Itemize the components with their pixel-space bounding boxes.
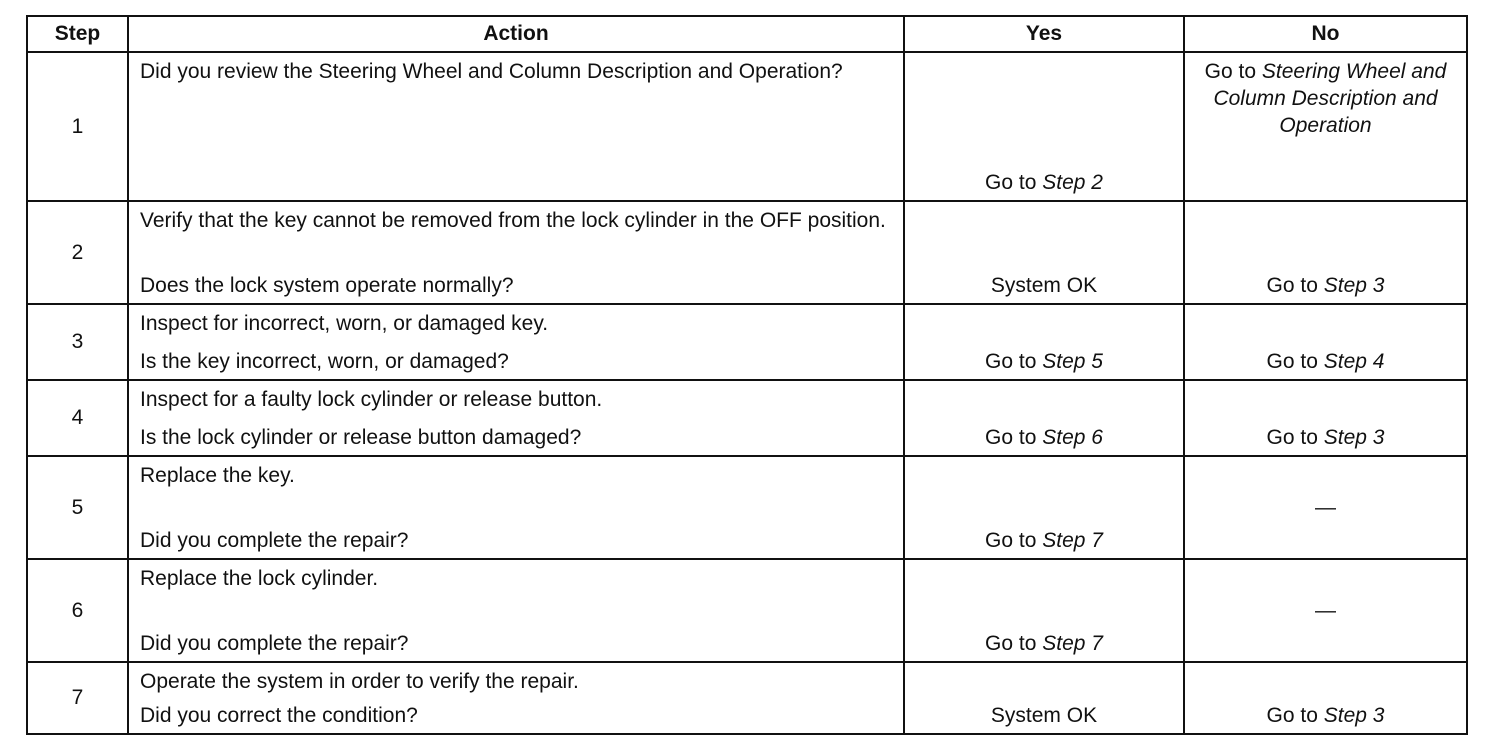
yes-result: Go to Step 6 xyxy=(985,426,1103,449)
table-row xyxy=(27,201,1467,304)
step-link: Step 3 xyxy=(1323,426,1385,449)
step-link: Step 3 xyxy=(1323,274,1385,297)
no-cell xyxy=(1184,380,1467,456)
action-question: Does the lock system operate normally? xyxy=(140,274,514,297)
no-result: Go to Step 3 xyxy=(1266,426,1385,449)
yes-result: System OK xyxy=(990,704,1098,727)
step-number: 5 xyxy=(27,456,128,559)
action-question: Is the key incorrect, worn, or damaged? xyxy=(140,350,509,373)
action-cell xyxy=(128,456,904,559)
table-row xyxy=(27,559,1467,662)
no-result: Go to Step 3 xyxy=(1266,274,1385,297)
yes-result: System OK xyxy=(990,274,1098,297)
step-link: Step 7 xyxy=(1042,632,1103,655)
step-link: Step 5 xyxy=(1042,350,1103,373)
action-text: Inspect for incorrect, worn, or damaged key. xyxy=(140,312,549,335)
action-cell xyxy=(128,304,904,380)
action-cell xyxy=(128,662,904,734)
no-result-dash: — xyxy=(1315,495,1336,519)
no-cell xyxy=(1184,304,1467,380)
action-text: Inspect for a faulty lock cylinder or release button. xyxy=(140,388,603,411)
action-question: Is the lock cylinder or release button damaged? xyxy=(140,426,582,449)
action-cell xyxy=(128,201,904,304)
step-link: Step 4 xyxy=(1323,350,1385,373)
step-number: 7 xyxy=(27,662,128,734)
yes-cell xyxy=(904,559,1184,662)
step-number: 2 xyxy=(27,201,128,304)
step-link: Step 2 xyxy=(1042,171,1103,194)
yes-cell xyxy=(904,662,1184,734)
yes-result: Go to Step 7 xyxy=(985,529,1103,552)
header-action: Action xyxy=(128,16,904,52)
step-link: Step 7 xyxy=(1042,529,1103,552)
action-question: Did you complete the repair? xyxy=(140,529,409,552)
step-number: 6 xyxy=(27,559,128,662)
no-result-dash: — xyxy=(1315,598,1336,622)
action-cell xyxy=(128,380,904,456)
no-result: Go to Step 3 xyxy=(1266,704,1385,727)
table-row xyxy=(27,456,1467,559)
table-row xyxy=(27,662,1467,734)
no-result: Go to Steering Wheel and Column Description and Operation xyxy=(1204,60,1447,137)
table-row xyxy=(27,380,1467,456)
header-yes: Yes xyxy=(904,16,1184,52)
header-step: Step xyxy=(27,16,128,52)
table-row xyxy=(27,304,1467,380)
reference-link: Steering Wheel and Column Description and Operation xyxy=(1213,60,1447,137)
action-text: Operate the system in order to verify the repair. xyxy=(140,670,579,693)
no-cell xyxy=(1184,201,1467,304)
diagnostic-table xyxy=(26,15,1468,735)
action-text: Did you review the Steering Wheel and Column Description and Operation? xyxy=(140,60,843,83)
action-cell xyxy=(128,52,904,201)
no-result: Go to Step 4 xyxy=(1266,350,1385,373)
no-cell xyxy=(1184,456,1467,559)
step-link: Step 6 xyxy=(1042,426,1103,449)
yes-result: Go to Step 5 xyxy=(985,350,1103,373)
step-link: Step 3 xyxy=(1323,704,1385,727)
yes-cell xyxy=(904,201,1184,304)
yes-cell xyxy=(904,304,1184,380)
no-cell xyxy=(1184,52,1467,201)
table-row xyxy=(27,52,1467,201)
step-number: 1 xyxy=(27,52,128,201)
header-no: No xyxy=(1184,16,1467,52)
no-cell xyxy=(1184,559,1467,662)
step-number: 4 xyxy=(27,380,128,456)
action-question: Did you correct the condition? xyxy=(140,704,418,727)
yes-cell xyxy=(904,456,1184,559)
header-row xyxy=(27,16,1467,52)
yes-result: Go to Step 2 xyxy=(985,171,1103,194)
action-question: Did you complete the repair? xyxy=(140,632,409,655)
step-number: 3 xyxy=(27,304,128,380)
yes-result: Go to Step 7 xyxy=(985,632,1103,655)
yes-cell xyxy=(904,52,1184,201)
yes-cell xyxy=(904,380,1184,456)
action-text: Replace the lock cylinder. xyxy=(140,567,379,590)
no-cell xyxy=(1184,662,1467,734)
action-text: Replace the key. xyxy=(140,464,295,487)
action-cell xyxy=(128,559,904,662)
action-text: Verify that the key cannot be removed from the lock cylinder in the OFF position. xyxy=(140,209,886,232)
